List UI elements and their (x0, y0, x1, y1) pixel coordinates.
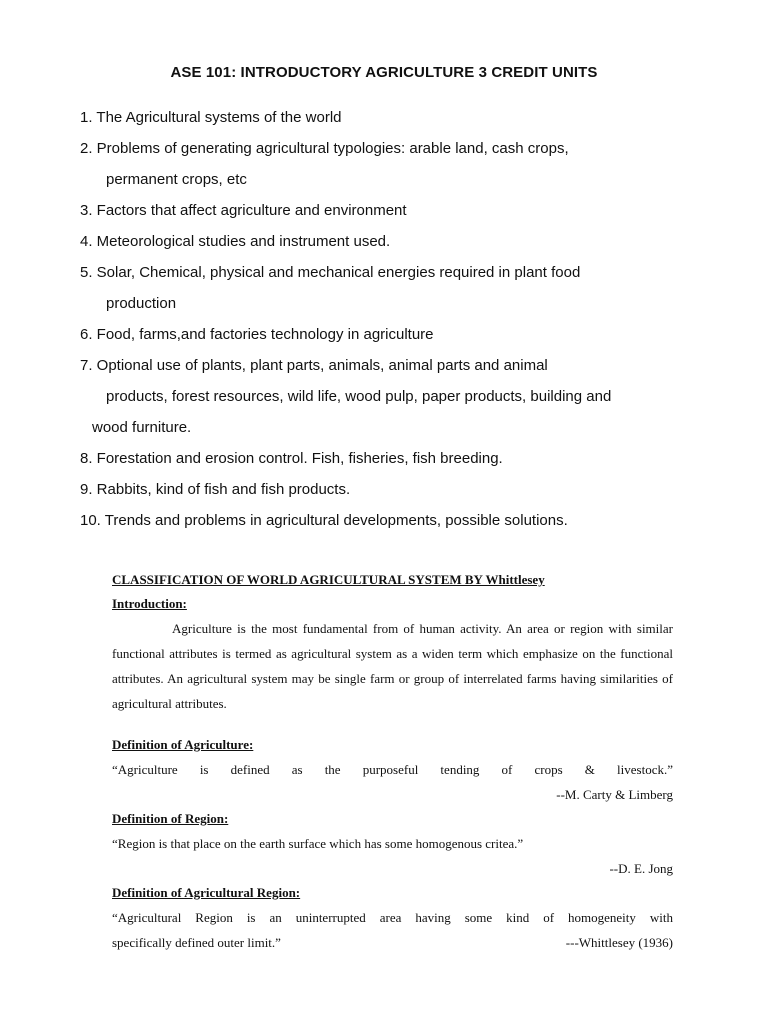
classification-heading: CLASSIFICATION OF WORLD AGRICULTURAL SYSTEM BY Whittlesey (112, 572, 545, 587)
definition-agricultural-region-quote-line1: “Agricultural Region is an uninterrupted area having some kind of homogeneity with (112, 910, 673, 925)
outline-item-7-continued: products, forest resources, wild life, wood pulp, paper products, building and (106, 388, 612, 405)
outline-item-5: 5. Solar, Chemical, physical and mechanical energies required in plant food (80, 264, 581, 281)
definition-agriculture-heading: Definition of Agriculture: (112, 737, 254, 752)
outline-item-9: 9. Rabbits, kind of fish and fish products. (80, 481, 351, 498)
outline-item-1: 1. The Agricultural systems of the world (80, 109, 342, 126)
introduction-heading: Introduction: (112, 596, 187, 611)
definition-region-quote: “Region is that place on the earth surface which has some homogenous critea.” (112, 836, 524, 851)
outline-item-2: 2. Problems of generating agricultural typologies: arable land, cash crops, (80, 140, 569, 157)
outline-item-10: 10. Trends and problems in agricultural developments, possible solutions. (80, 512, 568, 529)
definition-agricultural-region-heading: Definition of Agricultural Region: (112, 885, 301, 900)
introduction-paragraph: Agriculture is the most fundamental from of human activity. An area or region with similar functional attributes is termed as agricultural system as a widen term which emphasize on the functional attributes. An agricultural system may be single farm or group of interrelated farms having similarities of agricultural attributes. (112, 621, 673, 711)
outline-item-2-continued: permanent crops, etc (106, 171, 247, 188)
outline-item-6: 6. Food, farms,and factories technology in agriculture (80, 326, 434, 343)
outline-item-3: 3. Factors that affect agriculture and environment (80, 202, 407, 219)
outline-item-7: 7. Optional use of plants, plant parts, animals, animal parts and animal (80, 357, 548, 374)
outline-item-4: 4. Meteorological studies and instrument used. (80, 233, 391, 250)
definition-agriculture-quote: “Agriculture is defined as the purposeful tending of crops & livestock.” (112, 762, 673, 777)
outline-item-8: 8. Forestation and erosion control. Fish, fisheries, fish breeding. (80, 450, 503, 467)
definition-region-heading: Definition of Region: (112, 811, 229, 826)
outline-item-5-continued: production (106, 295, 177, 312)
outline-item-7-continued-2: wood furniture. (92, 419, 192, 436)
definition-agriculture-source: --M. Carty & Limberg (556, 787, 673, 802)
course-title: ASE 101: INTRODUCTORY AGRICULTURE 3 CREDIT UNITS (170, 64, 598, 81)
classification-section (112, 568, 673, 955)
definition-agricultural-region-source: ---Whittlesey (1936) (565, 935, 673, 950)
definition-region-source: --D. E. Jong (609, 861, 673, 876)
definition-agricultural-region-row (112, 930, 673, 955)
definition-agricultural-region-quote-line2: specifically defined outer limit.” (112, 935, 281, 950)
course-outline-list (80, 102, 690, 536)
